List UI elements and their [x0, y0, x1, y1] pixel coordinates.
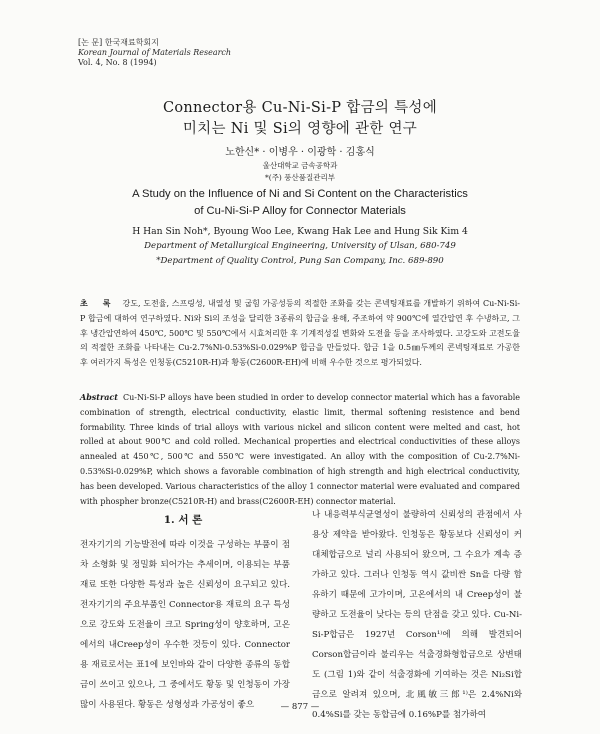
title-ko-line2: 미치는 Ni 및 Si의 영향에 관한 연구: [182, 121, 418, 137]
authors-en: H Han Sin Noh*, Byoung Woo Lee, Kwang Hak Lee and Hung Sik Kim 4: [132, 226, 468, 237]
title-en-line1: A Study on the Influence of Ni and Si Content on the Characteristics: [132, 188, 468, 200]
affiliation-en-2: *Department of Quality Control, Pung San Company, Inc. 689-890: [156, 256, 444, 266]
abstract-ko: [80, 296, 520, 371]
body-column-right: 나 내응력부식균열성이 불량하여 신뢰성의 관점에서 사용상 제약을 받아왔다. 인청동은 황동보다 신뢰성이 커 대체합금으로 널리 사용되어 왔으며, 그 수요가 계속 증가하고 있다. 그러나 인청동 역시 값비싼 Sn을 다량 함유하기 때문에 고가이며, 고온에서의 내 Creep성이 불량하고 도전율이 낮다는 등의 단점을 갖고 있다. Cu-Ni-Si-P합금은 1927년 Corson¹⁾에 의해 발견되어 Corson합금이라 불리우는 석출경화형합금으로 상변태도 (그림 1)와 같이 석출경화에 기여하는 것은 Ni₂Si합금으로 알려져 있으며, 北風敏三郎¹⁾은 2.4%Ni와 0.4%Si를 갖는 동합금에 0.16%P를 첨가하여: [312, 510, 522, 720]
abstract-en: [80, 390, 520, 509]
section-heading-introduction: 1. 서 론: [163, 514, 203, 526]
abstract-ko-label: 초 록: [80, 298, 117, 308]
abstract-en-label: Abstract: [80, 392, 118, 402]
abstract-ko-text: 강도, 도전율, 스프링성, 내열성 및 굽힘 가공성등의 적절한 조화를 갖는 콘넥팅재료를 개발하기 위하여 Cu-Ni-Si-P 합금에 대하여 연구하였다. Ni와 Si의 조성을 달리한 3종류의 합금을 용해, 주조하여 약 900℃에 열간압연 후 수냉하고, 그 후 냉간압연하여 450℃, 500℃ 및 550℃에서 시효처리한 후 기계적성질 변화와 도전율 등을 조사하였다. 고강도와 고전도율의 적절한 조화를 나타내는 Cu-2.7%Ni-0.53%Si-0.029%P 합금을 만들었다. 합금 1을 0.5㎜두께의 콘넥팅재료로 가공한 후 여러가지 특성은 인청동(C5210R-H)과 황동(C2600R-EH)에 비해 우수한 것으로 평가되었다.: [80, 299, 520, 368]
affiliation-en-1: Department of Metallurgical Engineering, University of Ulsan, 680-749: [144, 241, 456, 251]
body-column-left: 전자기기의 기능발전에 따라 이것을 구성하는 부품이 점차 소형화 및 정밀화 되어가는 추세이며, 이용되는 부품재료 또한 다양한 특성과 높은 신뢰성이 요구되고 있다. 전자기기의 주요부품인 Connector용 재료의 요구 특성으로 강도와 도전율이 크고 Spring성이 양호하며, 고온에서의 내Creep성이 우수한 것등이 있다. Connector용 재료로서는 표1에 보인바와 같이 다양한 종류의 동합금이 쓰이고 있으나, 그 중에서도 황동 및 인청동이 가장 많이 사용된다. 황동은 성형성과 가공성이 좋으: [80, 540, 290, 710]
journal-tag: [논 문] 한국재료학회지: [78, 38, 159, 47]
title-ko-line1: Connector용 Cu-Ni-Si-P 합금의 특성에: [162, 100, 438, 116]
journal-header: [78, 38, 231, 68]
page-number: — 877 —: [280, 702, 320, 712]
journal-name: Korean Journal of Materials Research: [78, 48, 232, 57]
journal-volume: Vol. 4, No. 8 (1994): [78, 58, 157, 67]
title-en-line2: of Cu-Ni-Si-P Alloy for Connector Materials: [194, 205, 406, 217]
authors-ko: 노한신* · 이병우 · 이광학 · 김홍식: [225, 147, 375, 158]
affiliation-ko-2: *(주) 풍산품질관리부: [265, 173, 335, 182]
abstract-en-text: Cu-Ni-Si-P alloys have been studied in order to develop connector material which has a favorable combination of strength, electrical conductivity, elastic limit, thermal softening resistence and bend formability. Three kinds of trial alloys with various nickel and silicon content were melted and cast, hot rolled at about 900℃ and cold rolled. Mechanical properties and electrical conductivities of these alloys annealed at 450℃, 500℃ and 550℃ were investigated. An alloy with the composition of Cu-2.7%Ni-0.53%Si-0.029%P, which shows a favorable combination of high strength and high electrical conductivity, has been developed. Various characteristics of the alloy 1 connector material were evaluated and compared with phospher bronze(C5210R-H) and brass(C2600R-EH) connector material.: [80, 393, 520, 506]
affiliation-ko-1: 울산대학교 금속공학과: [262, 161, 338, 170]
